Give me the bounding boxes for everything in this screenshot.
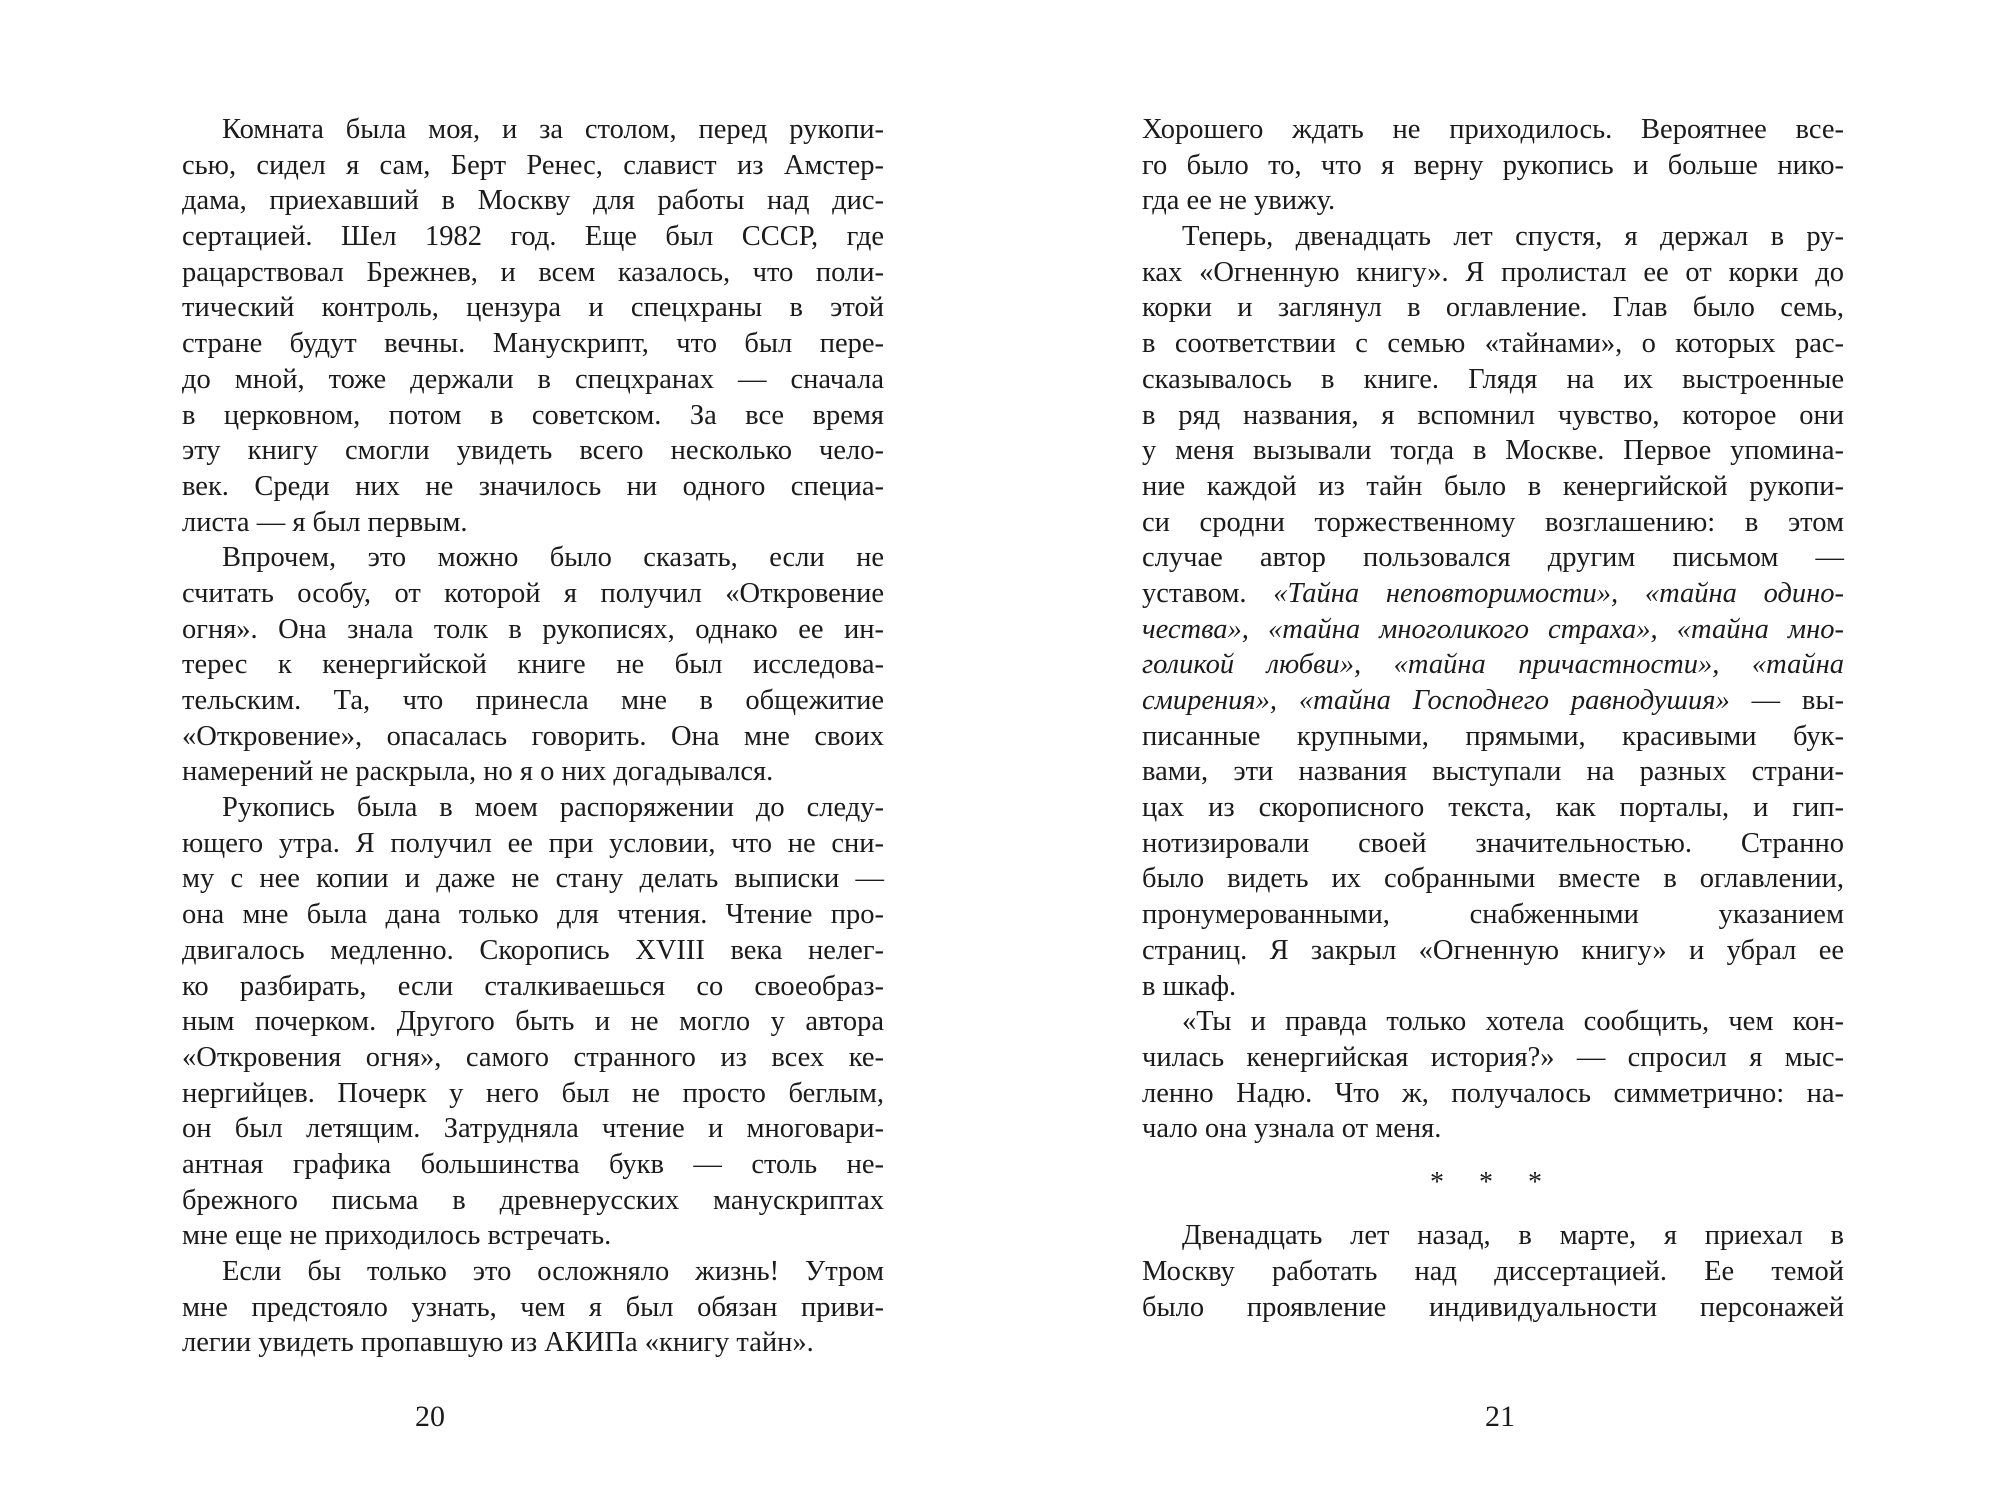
text-line — [1142, 1218, 1844, 1254]
text-run: Хорошего ждать не приходилось. Вероятнее все- — [1142, 114, 1844, 145]
text-line — [182, 719, 884, 755]
text-run: брежного письма в древнерусских манускриптах — [182, 1184, 884, 1216]
text-run: огня». Она знала толк в рукописях, однако ее ин- — [182, 613, 884, 645]
text-line — [1142, 505, 1844, 541]
text-line — [1142, 790, 1844, 826]
text-run: в соответствии с семью «тайнами», о которых рас- — [1142, 328, 1844, 360]
text-line — [1142, 754, 1844, 790]
text-run: дама, приехавший в Москву для работы над дис- — [182, 185, 884, 217]
text-run: уставом. — [1142, 577, 1274, 609]
text-run: до мной, тоже держали в спецхранах — сначала — [182, 363, 884, 395]
text-run: писанные крупными, прямыми, красивыми бук- — [1142, 720, 1844, 752]
text-line — [1142, 1254, 1844, 1290]
text-run: случае автор пользовался другим письмом — — [1142, 542, 1844, 574]
text-run: пронумерованными, снабженными указанием — [1142, 899, 1844, 931]
text-line — [182, 1076, 884, 1112]
text-run: тельским. Та, что принесла мне в общежитие — [182, 685, 884, 716]
text-line — [1142, 576, 1844, 612]
text-line — [182, 540, 884, 576]
text-line — [182, 505, 884, 541]
text-line — [182, 398, 884, 434]
text-run: го было то, что я верну рукопись и больше нико- — [1142, 149, 1844, 181]
text-line — [182, 326, 884, 362]
text-run: му с нее копии и даже не стану делать выписки — — [182, 863, 884, 895]
section-separator: * * * — [1430, 1166, 1556, 1198]
text-line — [182, 790, 884, 826]
text-line — [182, 433, 884, 469]
text-run: ющего утра. Я получил ее при условии, что не сни- — [182, 827, 884, 859]
text-run: ко разбирать, если сталкиваешься со своеобраз- — [182, 970, 884, 1002]
text-line — [1142, 683, 1844, 719]
text-run: терес к кенергийской книге не был исследова- — [182, 649, 884, 681]
text-run: «Откровение», опасалась говорить. Она мне своих — [182, 720, 884, 752]
text-run: мне предстояло узнать, чем я был обязан приви- — [182, 1291, 884, 1323]
text-line — [182, 754, 884, 790]
text-run: Комната была моя, и за столом, перед рукопи- — [222, 114, 884, 145]
text-line — [1142, 969, 1844, 1005]
text-run: тический контроль, цензура и спецхраны в этой — [182, 292, 884, 324]
text-run: было видеть их собранными вместе в оглавлении, — [1142, 863, 1844, 895]
left-page-number: 20 — [415, 1400, 445, 1433]
text-line — [1142, 148, 1844, 184]
text-run: чилась кенергийская история?» — спросил я мыс- — [1142, 1041, 1844, 1073]
text-line — [182, 183, 884, 219]
text-line — [182, 362, 884, 398]
text-run: Если бы только это осложняло жизнь! Утром — [222, 1256, 884, 1287]
right-page-text — [1142, 112, 1844, 1325]
text-line — [182, 612, 884, 648]
text-run: сертацией. Шел 1982 год. Еще был СССР, где — [182, 221, 884, 253]
text-run: век. Среди них не значилось ни одного специа- — [182, 470, 884, 502]
text-run: Впрочем, это можно было сказать, если не — [222, 542, 884, 574]
text-line — [1142, 1290, 1844, 1326]
text-run: в церковном, потом в советском. За все время — [182, 399, 884, 431]
text-run: Двенадцать лет назад, в марте, я приехал в — [1182, 1220, 1844, 1252]
text-run: нергийцев. Почерк у него был не просто беглым, — [182, 1077, 884, 1109]
text-line — [182, 1004, 884, 1040]
text-line — [1142, 540, 1844, 576]
text-line — [1142, 933, 1844, 969]
text-line — [1142, 183, 1844, 219]
text-line — [1142, 469, 1844, 505]
text-line — [182, 576, 884, 612]
text-line — [1142, 362, 1844, 398]
text-run: сью, сидел я сам, Берт Ренес, славист из Амстер- — [182, 149, 884, 181]
text-line — [1142, 612, 1844, 648]
text-run: «Ты и правда только хотела сообщить, чем кон- — [1182, 1006, 1844, 1038]
text-line — [182, 933, 884, 969]
text-run: антная графика большинства букв — столь не- — [182, 1148, 884, 1180]
right-page-number: 21 — [1485, 1400, 1515, 1433]
text-line — [182, 1254, 884, 1290]
text-run: цах из скорописного текста, как порталы, и гип- — [1142, 792, 1844, 824]
text-line — [1142, 112, 1844, 148]
italic-text-run: чества», «тайна многоликого страха», «тайна мно- — [1142, 613, 1844, 645]
text-run: нотизировали своей значительностью. Странно — [1142, 827, 1844, 859]
text-line — [182, 969, 884, 1005]
text-run: стране будут вечны. Манускрипт, что был пере- — [182, 328, 884, 360]
left-page-text — [182, 112, 884, 1361]
text-run: он был летящим. Затрудняла чтение и многовари- — [182, 1113, 884, 1145]
text-line — [1142, 433, 1844, 469]
text-run: ках «Огненную книгу». Я пролистал ее от корки до — [1142, 256, 1844, 288]
text-run: листа — я был первым. — [182, 506, 468, 538]
text-line — [1142, 1040, 1844, 1076]
text-run: страниц. Я закрыл «Огненную книгу» и убрал ее — [1142, 934, 1844, 966]
text-run: ным почерком. Другого быть и не могло у автора — [182, 1006, 884, 1038]
text-run: гда ее не увижу. — [1142, 185, 1336, 217]
right-page — [1000, 0, 2000, 1488]
text-line — [1142, 897, 1844, 933]
italic-text-run: «Тайна неповторимости», «тайна одино- — [1273, 577, 1845, 609]
text-run: чало она узнала от меня. — [1142, 1113, 1442, 1145]
text-line — [182, 1147, 884, 1183]
text-line — [1142, 398, 1844, 434]
text-run: двигалось медленно. Скоропись XVIII века нелег- — [182, 934, 884, 966]
text-run: намерений не раскрыла, но я о них догадывался. — [182, 756, 774, 788]
text-line — [182, 112, 884, 148]
text-run: корки и заглянул в оглавление. Глав было семь, — [1142, 292, 1844, 324]
text-run: мне еще не приходилось встречать. — [182, 1220, 612, 1252]
text-run: Москву работать над диссертацией. Ее темой — [1142, 1256, 1844, 1288]
text-run: ние каждой из тайн было в кенергийской рукопи- — [1142, 470, 1844, 502]
text-run: Рукопись была в моем распоряжении до следу- — [222, 792, 884, 824]
text-line — [182, 1290, 884, 1326]
text-line — [1142, 719, 1844, 755]
text-line — [1142, 290, 1844, 326]
text-run: ленно Надю. Что ж, получалось симметрично: на- — [1142, 1077, 1844, 1109]
text-run: си сродни торжественному возглашению: в этом — [1142, 506, 1844, 538]
text-run: легии увидеть пропавшую из АКИПа «книгу тайн». — [182, 1327, 814, 1359]
text-run: Теперь, двенадцать лет спустя, я держал в ру- — [1182, 221, 1844, 253]
text-run: «Откровения огня», самого странного из всех ке- — [182, 1041, 884, 1073]
text-run: было проявление индивидуальности персонажей — [1142, 1291, 1844, 1323]
text-run: вами, эти названия выступали на разных страни- — [1142, 756, 1844, 788]
text-line — [1142, 1111, 1844, 1147]
text-line — [182, 1183, 884, 1219]
text-line — [182, 290, 884, 326]
text-run: считать особу, от которой я получил «Откровение — [182, 577, 884, 609]
text-run: в ряд названия, я вспомнил чувство, которое они — [1142, 399, 1844, 431]
italic-text-run: смирения», «тайна Господнего равнодушия» — [1142, 685, 1730, 716]
text-line — [182, 469, 884, 505]
text-line — [182, 897, 884, 933]
text-line — [182, 861, 884, 897]
text-line — [182, 826, 884, 862]
text-line — [1142, 219, 1844, 255]
text-run: она мне была дана только для чтения. Чтение про- — [182, 899, 884, 931]
text-line — [1142, 1004, 1844, 1040]
text-line — [182, 1040, 884, 1076]
text-line — [182, 1325, 884, 1361]
text-line — [182, 647, 884, 683]
text-line — [1142, 255, 1844, 291]
text-line — [182, 219, 884, 255]
text-run: у меня вызывали тогда в Москве. Первое упомина- — [1142, 435, 1844, 467]
text-run: в шкаф. — [1142, 970, 1237, 1002]
text-line — [182, 1111, 884, 1147]
text-line — [182, 255, 884, 291]
text-line — [1142, 826, 1844, 862]
text-line — [182, 1218, 884, 1254]
text-line — [1142, 647, 1844, 683]
text-line — [182, 683, 884, 719]
text-line — [1142, 861, 1844, 897]
text-run: — вы- — [1729, 685, 1844, 716]
text-line — [1142, 326, 1844, 362]
text-run: рацарствовал Брежнев, и всем казалось, что поли- — [182, 256, 884, 288]
text-line — [182, 148, 884, 184]
text-run: эту книгу смогли увидеть всего несколько чело- — [182, 435, 884, 467]
text-run: сказывалось в книге. Глядя на их выстроенные — [1142, 363, 1844, 395]
italic-text-run: голикой любви», «тайна причастности», «тайна — [1142, 649, 1844, 681]
text-line — [1142, 1076, 1844, 1112]
